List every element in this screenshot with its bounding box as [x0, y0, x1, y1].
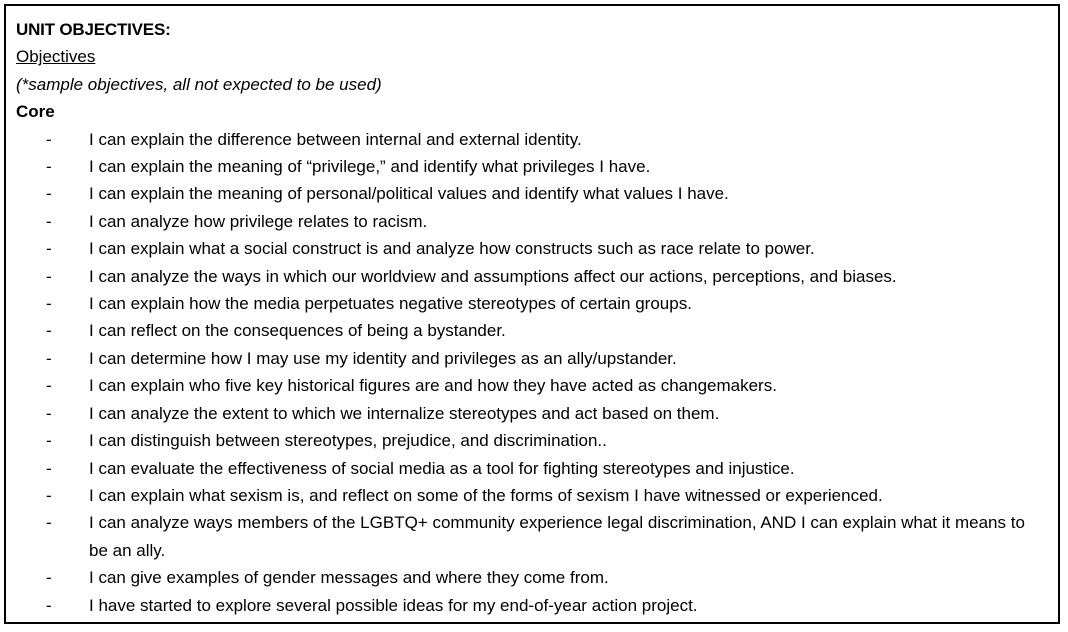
objective-item — [16, 427, 1048, 454]
bullet-dash: - — [46, 239, 52, 259]
objective-text: I can analyze the ways in which our worldview and assumptions affect our actions, perceptions, and biases. — [89, 266, 897, 286]
objective-item — [16, 564, 1048, 591]
objectives-box — [4, 4, 1060, 624]
objective-item — [16, 180, 1048, 207]
bullet-dash: - — [46, 348, 52, 368]
objectives-subheading: Objectives — [16, 47, 96, 67]
bullet-dash: - — [46, 294, 52, 314]
objective-item — [16, 455, 1048, 482]
objective-item — [16, 482, 1048, 509]
objective-text: I can explain how the media perpetuates negative stereotypes of certain groups. — [89, 294, 692, 314]
bullet-dash: - — [46, 485, 52, 505]
objective-text: I can analyze how privilege relates to racism. — [89, 211, 428, 231]
objective-item — [16, 208, 1048, 235]
objective-item — [16, 592, 1048, 619]
objective-item — [16, 372, 1048, 399]
objective-text: I can analyze the extent to which we internalize stereotypes and act based on them. — [89, 403, 720, 423]
objective-text: I can evaluate the effectiveness of social media as a tool for fighting stereotypes and injustice. — [89, 458, 795, 478]
objective-text: I can give examples of gender messages and where they come from. — [89, 568, 609, 588]
objective-text: I can distinguish between stereotypes, prejudice, and discrimination.. — [89, 431, 607, 451]
objectives-content — [16, 16, 1048, 619]
objective-text: I have started to explore several possible ideas for my end-of-year action project. — [89, 595, 698, 615]
core-section-label: Core — [16, 102, 55, 122]
objective-text: I can explain the meaning of personal/political values and identify what values I have. — [89, 184, 729, 204]
objectives-list — [16, 126, 1048, 619]
objective-text: I can reflect on the consequences of being a bystander. — [89, 321, 506, 341]
objective-text: I can determine how I may use my identity and privileges as an ally/upstander. — [89, 348, 677, 368]
unit-objectives-heading: UNIT OBJECTIVES: — [16, 20, 171, 39]
objective-text: I can explain what sexism is, and reflect on some of the forms of sexism I have witnessed or experienced. — [89, 485, 883, 505]
bullet-dash: - — [46, 321, 52, 341]
bullet-dash: - — [46, 211, 52, 231]
bullet-dash: - — [46, 376, 52, 396]
bullet-dash: - — [46, 568, 52, 588]
objective-item — [16, 400, 1048, 427]
objective-item — [16, 263, 1048, 290]
bullet-dash: - — [46, 513, 52, 533]
bullet-dash: - — [46, 431, 52, 451]
sample-objectives-note: (*sample objectives, all not expected to be used) — [16, 74, 382, 94]
objective-item — [16, 317, 1048, 344]
bullet-dash: - — [46, 595, 52, 615]
bullet-dash: - — [46, 157, 52, 177]
bullet-dash: - — [46, 458, 52, 478]
objective-item — [16, 235, 1048, 262]
objective-item — [16, 509, 1048, 564]
objective-text: I can explain what a social construct is and analyze how constructs such as race relate to power. — [89, 239, 815, 259]
objective-text: I can explain the difference between internal and external identity. — [89, 129, 582, 149]
bullet-dash: - — [46, 403, 52, 423]
objective-item — [16, 345, 1048, 372]
objective-text: I can explain the meaning of “privilege,” and identify what privileges I have. — [89, 157, 651, 177]
objective-item — [16, 126, 1048, 153]
bullet-dash: - — [46, 184, 52, 204]
bullet-dash: - — [46, 266, 52, 286]
objective-item — [16, 290, 1048, 317]
objective-item — [16, 153, 1048, 180]
bullet-dash: - — [46, 129, 52, 149]
objective-text: I can analyze ways members of the LGBTQ+ community experience legal discrimination, AND I can explain what it means to be an ally. — [89, 513, 1025, 560]
objective-text: I can explain who five key historical figures are and how they have acted as changemakers. — [89, 376, 777, 396]
